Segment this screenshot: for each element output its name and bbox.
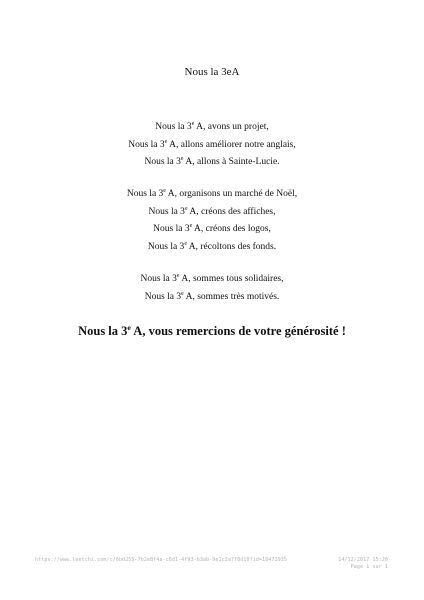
closing-thanks: Nous la 3e A, vous remercions de votre générosité ! [78,322,346,338]
footer-print-info [338,557,388,571]
footer-url: https://www.leetchi.com/c/6b0255-7b2e8f4a-c6d1-4f93-b3ab-9e1c2a7f8d10?id=18472935 [35,557,287,563]
verse-line: Nous la 3e A, allons améliorer notre anglais, [128,138,296,150]
verse-line: Nous la 3e A, avons un projet, [155,120,269,132]
footer-print-date: 14/12/2017 15:26 [338,557,388,563]
verse-line: Nous la 3e A, sommes tous solidaires, [140,272,284,284]
verse-line: Nous la 3e A, sommes très motivés. [144,290,280,302]
verse-line: Nous la 3e A, organisons un marché de Noël, [126,187,298,199]
verse-line: Nous la 3e A, allons à Sainte-Lucie. [144,155,280,167]
stanza-2 [0,186,424,256]
footer-page-number: Page 1 sur 1 [350,564,388,570]
stanza-1 [0,119,424,172]
verse-line: Nous la 3e A, créons des affiches, [148,205,276,217]
page-title: Nous la 3eA [184,66,240,78]
verse-line: Nous la 3e A, récoltons des fonds. [147,240,277,252]
verse-line: Nous la 3e A, créons des logos, [153,222,271,234]
stanza-3 [0,271,424,306]
